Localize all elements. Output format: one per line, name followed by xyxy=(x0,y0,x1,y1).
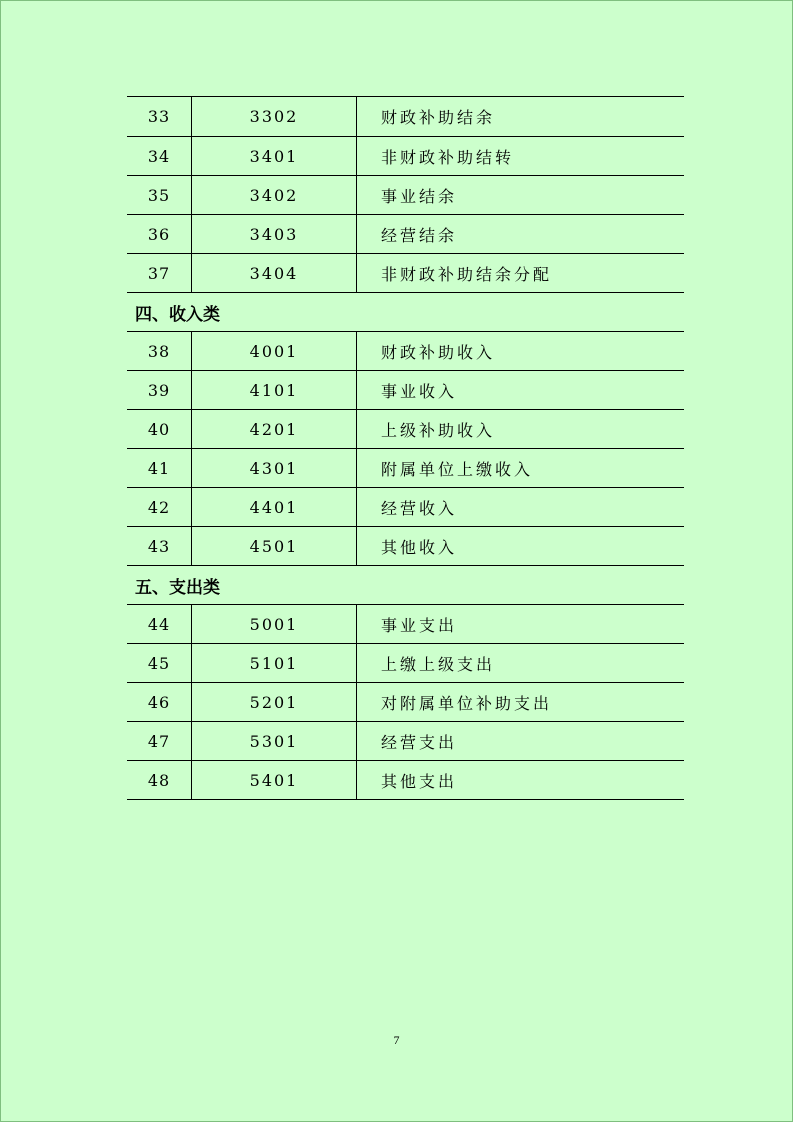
account-code: 5401 xyxy=(192,761,357,799)
account-code: 4201 xyxy=(192,410,357,448)
table-row xyxy=(127,527,684,566)
row-number: 36 xyxy=(127,215,192,253)
table-row xyxy=(127,683,684,722)
account-name: 上级补助收入 xyxy=(381,420,496,440)
row-number: 47 xyxy=(127,722,192,760)
account-name: 附属单位上缴收入 xyxy=(381,459,534,479)
row-number: 42 xyxy=(127,488,192,526)
account-name: 其他支出 xyxy=(381,771,458,791)
table-row xyxy=(127,410,684,449)
row-number: 34 xyxy=(127,137,192,175)
section-heading-expense: 五、支出类 xyxy=(127,566,684,605)
account-code: 4401 xyxy=(192,488,357,526)
table-row xyxy=(127,488,684,527)
table-row xyxy=(127,449,684,488)
section-heading-income: 四、收入类 xyxy=(127,293,684,332)
account-code: 5101 xyxy=(192,644,357,682)
account-name: 事业支出 xyxy=(381,615,458,635)
table-row xyxy=(127,137,684,176)
account-name: 对附属单位补助支出 xyxy=(381,693,553,713)
account-code-table xyxy=(127,96,684,800)
account-code: 4301 xyxy=(192,449,357,487)
account-name: 非财政补助结余分配 xyxy=(381,264,553,284)
row-number: 40 xyxy=(127,410,192,448)
table-row xyxy=(127,644,684,683)
row-number: 35 xyxy=(127,176,192,214)
account-name: 其他收入 xyxy=(381,537,458,557)
row-number: 39 xyxy=(127,371,192,409)
account-code: 4501 xyxy=(192,527,357,565)
account-code: 3404 xyxy=(192,254,357,292)
table-row xyxy=(127,371,684,410)
account-code: 5301 xyxy=(192,722,357,760)
table-row xyxy=(127,332,684,371)
account-code: 4101 xyxy=(192,371,357,409)
account-name: 财政补助结余 xyxy=(381,108,496,127)
row-number: 43 xyxy=(127,527,192,565)
account-name: 经营结余 xyxy=(381,225,458,245)
account-code: 3401 xyxy=(192,137,357,175)
row-number: 33 xyxy=(127,97,192,136)
account-code: 3402 xyxy=(192,176,357,214)
row-number: 44 xyxy=(127,605,192,643)
account-code: 4001 xyxy=(192,332,357,370)
account-code: 5001 xyxy=(192,605,357,643)
table-row xyxy=(127,176,684,215)
row-number: 37 xyxy=(127,254,192,292)
row-number: 38 xyxy=(127,332,192,370)
account-name: 非财政补助结转 xyxy=(381,147,515,167)
row-number: 46 xyxy=(127,683,192,721)
account-name: 事业收入 xyxy=(381,381,458,401)
row-number: 45 xyxy=(127,644,192,682)
table-row xyxy=(127,215,684,254)
table-row xyxy=(127,97,684,137)
table-row xyxy=(127,254,684,293)
account-name: 经营收入 xyxy=(381,498,458,518)
table-row xyxy=(127,722,684,761)
account-name: 上缴上级支出 xyxy=(381,654,496,674)
table-row xyxy=(127,761,684,800)
account-name: 财政补助收入 xyxy=(381,342,496,362)
row-number: 48 xyxy=(127,761,192,799)
account-code: 5201 xyxy=(192,683,357,721)
account-code: 3302 xyxy=(192,97,357,136)
row-number: 41 xyxy=(127,449,192,487)
account-name: 经营支出 xyxy=(381,732,458,752)
page-number: 7 xyxy=(393,1033,400,1047)
account-name: 事业结余 xyxy=(381,186,458,206)
table-row xyxy=(127,605,684,644)
account-code: 3403 xyxy=(192,215,357,253)
